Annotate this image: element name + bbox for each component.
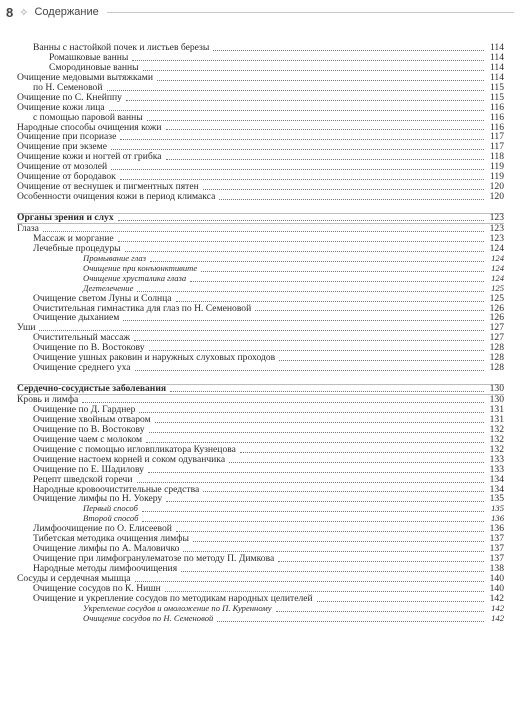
toc-entry-title: Очищение и укрепление сосудов по методикам народных целителей	[33, 592, 313, 604]
dot-leader	[317, 601, 484, 602]
toc-page-number: 125	[489, 292, 504, 304]
toc-entry[interactable]	[17, 363, 504, 373]
dot-leader	[139, 412, 484, 413]
toc-page-number: 137	[489, 543, 504, 555]
dot-leader	[125, 251, 484, 252]
toc-page-number: 142	[489, 592, 504, 604]
dot-leader	[278, 561, 484, 562]
toc-page-number: 120	[489, 191, 504, 203]
toc-page-number: 114	[489, 71, 504, 83]
dot-leader	[183, 551, 484, 552]
dot-leader	[135, 370, 484, 371]
toc-entry-title: Очищение хвойным отваром	[33, 413, 151, 425]
dot-leader	[279, 360, 484, 361]
dot-leader	[166, 501, 484, 502]
dot-leader	[176, 531, 484, 532]
toc-entry-title: Народные способы очищения кожи	[17, 121, 162, 133]
toc-page-number: 132	[489, 423, 504, 435]
toc-page-number: 140	[489, 572, 504, 584]
dot-leader	[82, 402, 484, 403]
toc-entry-title: Очищение по В. Востокову	[33, 423, 145, 435]
toc-page-number: 131	[489, 404, 504, 415]
dot-leader	[137, 291, 484, 292]
toc-entry-title: Очищение среднего уха	[33, 362, 131, 374]
toc-entry[interactable]	[17, 113, 504, 123]
toc-page-number: 127	[489, 322, 504, 334]
toc-page-number: 133	[489, 463, 504, 475]
toc-entry-title: Сосуды и сердечная мышца	[17, 572, 131, 584]
dot-leader	[165, 591, 484, 592]
toc-page-number: 132	[489, 433, 504, 445]
toc-page-number: 123	[489, 212, 504, 224]
toc-page-number: 140	[489, 582, 504, 594]
dot-leader	[118, 241, 484, 242]
toc-entry[interactable]	[17, 192, 504, 202]
toc-entry-title: Массаж и моргание	[33, 232, 114, 244]
toc-entry-title: Очищение хрусталика глаза	[83, 272, 187, 283]
toc-entry-title: Очистительная гимнастика для глаз по Н. Семеновой	[33, 302, 252, 314]
toc-entry-title: Уши	[17, 322, 36, 334]
section-spacer	[17, 373, 504, 383]
dot-leader	[39, 330, 484, 331]
ornament-icon: ✧	[19, 6, 29, 19]
toc-page-number: 134	[489, 483, 504, 495]
toc-page-number: 135	[491, 503, 504, 514]
toc-entry-title: Укрепление сосудов и омоложение по П. Куренному	[83, 602, 272, 613]
toc-page-number: 133	[489, 453, 504, 465]
toc-entry-title: Очищение от веснушек и пигментных пятен	[17, 181, 199, 193]
dot-leader	[123, 320, 484, 321]
section-spacer	[17, 202, 504, 212]
toc-page-number: 124	[489, 242, 504, 254]
toc-entry-title: Лечебные процедуры	[33, 242, 121, 254]
dot-leader	[134, 340, 484, 341]
dot-leader	[219, 199, 484, 200]
dot-leader	[107, 90, 485, 91]
dot-leader	[146, 442, 484, 443]
toc-page-number: 115	[489, 91, 504, 103]
toc-entry-title: Очищение при псориазе	[17, 131, 117, 143]
toc-page-number: 131	[489, 413, 504, 425]
toc-page-number: 134	[489, 473, 504, 485]
toc-page-number: 135	[489, 493, 504, 505]
dot-leader	[142, 511, 484, 512]
toc-page-number: 142	[491, 612, 504, 623]
dot-leader	[276, 611, 484, 612]
toc-entry-title: Очистительный массаж	[33, 332, 130, 344]
dot-leader	[229, 462, 484, 463]
page-header	[6, 4, 514, 20]
dot-leader	[43, 231, 484, 232]
toc-page-number: 117	[489, 141, 504, 153]
dot-leader	[143, 70, 484, 71]
dot-leader	[176, 301, 484, 302]
toc-entry-title: Очищение ушных раковин и наружных слуховых проходов	[33, 352, 276, 364]
toc-entry-title: Органы зрения и слух	[17, 212, 114, 224]
toc-entry-title: Очищение чаем с молоком	[33, 433, 143, 445]
toc-page-number: 117	[489, 131, 504, 143]
toc-entry-title: Ванны с настойкой почек и листьев березы	[33, 42, 210, 53]
toc-entry-title: Очищение сосудов по Н. Семеновой	[83, 612, 214, 623]
toc-entry-title: по Н. Семеновой	[33, 81, 103, 93]
dot-leader	[135, 581, 484, 582]
toc-page-number: 130	[489, 383, 504, 395]
toc-entry[interactable]	[17, 614, 504, 624]
toc-entry-title: Ромашковые ванны	[49, 51, 129, 63]
dot-leader	[149, 432, 484, 433]
toc-page-number: 115	[489, 81, 504, 93]
toc-page-number: 132	[489, 443, 504, 455]
toc-page-number: 137	[489, 533, 504, 545]
toc-entry-title: Очищение светом Луны и Солнца	[33, 292, 172, 304]
page-number: 8	[6, 4, 14, 20]
toc-entry-title: Смородиновые ванны	[49, 61, 139, 73]
toc-page-number: 128	[489, 352, 504, 364]
toc-entry-title: Очищение при лимфогранулематозе по методу П. Димкова	[33, 553, 275, 565]
toc-page-number: 120	[489, 181, 504, 193]
dot-leader	[111, 149, 484, 150]
toc-entry-title: Первый способ	[83, 503, 138, 514]
toc-page-number: 116	[489, 101, 504, 113]
dot-leader	[132, 60, 484, 61]
toc-entry-title: Очищение лимфы по Н. Уокеру	[33, 493, 163, 505]
toc-page-number: 128	[489, 342, 504, 354]
dot-leader	[118, 220, 484, 221]
toc-entry-title: Очищение от бородавок	[17, 171, 116, 183]
toc-entry-title: Очищение сосудов по К. Нишн	[33, 582, 161, 594]
dot-leader	[126, 100, 484, 101]
toc-entry-title: Очищение по Д. Гарднер	[33, 404, 136, 415]
toc-page-number: 126	[489, 312, 504, 324]
toc-page-number: 128	[489, 362, 504, 374]
toc-entry-title: Народные методы лимфоочищения	[33, 563, 178, 574]
toc-entry-title: Кровь и лимфа	[17, 394, 79, 406]
toc-section-heading[interactable]	[17, 213, 504, 224]
toc-page-number: 114	[489, 61, 504, 73]
toc-entry[interactable]	[17, 475, 504, 485]
toc-entry-title: Сердечно-сосудистые заболевания	[17, 383, 167, 395]
dot-leader	[190, 281, 484, 282]
toc-page-number: 138	[489, 563, 504, 574]
dot-leader	[166, 129, 484, 130]
dot-leader	[147, 120, 484, 121]
dot-leader	[142, 521, 484, 522]
toc-page-number: 124	[491, 252, 504, 263]
dot-leader	[201, 271, 484, 272]
toc-page-number: 114	[489, 42, 504, 53]
toc-entry-title: Очищение настоем корней и соком одуванчика	[33, 453, 226, 465]
toc-entry-title: Очищение с помощью игловпликатора Кузнецова	[33, 443, 236, 455]
toc-page-number: 130	[489, 394, 504, 406]
dot-leader	[217, 621, 484, 622]
toc-entry-title: Очищение дыханием	[33, 312, 120, 324]
dot-leader	[240, 452, 484, 453]
toc-section-heading[interactable]	[17, 384, 504, 395]
toc-entry-title: Второй способ	[83, 513, 139, 524]
toc-entry-title: Очищение кожи и ногтей от грибка	[17, 151, 162, 163]
toc-page-number: 137	[489, 553, 504, 565]
toc-entry-title: Очищение по С. Кнейппу	[17, 91, 122, 103]
toc-entry-title: Очищение от мозолей	[17, 161, 108, 173]
toc-entry-title: Лимфоочищение по О. Елисеевой	[33, 523, 172, 535]
toc-page-number: 136	[489, 523, 504, 535]
toc-page-number: 125	[491, 282, 504, 293]
toc-entry-title: Очищение кожи лица	[17, 101, 105, 113]
dot-leader	[150, 261, 484, 262]
toc-entry-title: с помощью паровой ванны	[33, 111, 143, 123]
toc-entry-title: Дегтелечение	[83, 282, 134, 293]
toc-page-number: 136	[491, 513, 504, 524]
toc-entry-title: Тибетская методика очищения лимфы	[33, 533, 189, 545]
dot-leader	[203, 491, 484, 492]
dot-leader	[203, 189, 484, 190]
toc-page-number: 124	[491, 272, 504, 283]
dot-leader	[155, 422, 484, 423]
toc-entry-title: Очищение при экземе	[17, 141, 107, 153]
header-rule	[107, 12, 514, 13]
toc-entry[interactable]	[17, 294, 504, 304]
dot-leader	[137, 482, 485, 483]
toc-page-number: 119	[489, 171, 504, 183]
dot-leader	[157, 80, 484, 81]
toc-page-number: 124	[491, 262, 504, 273]
toc-page-number: 127	[489, 332, 504, 344]
toc-page-number: 123	[489, 223, 504, 234]
toc-page-number: 114	[489, 51, 504, 63]
toc-entry-title: Очищение лимфы по А. Маловичко	[33, 543, 180, 555]
toc-entry-title: Народные кровоочистительные средства	[33, 483, 200, 495]
toc-entry-title: Особенности очищения кожи в период климакса	[17, 191, 216, 203]
toc-page-number: 116	[489, 121, 504, 133]
dot-leader	[109, 110, 484, 111]
toc-entry-title: Промывание глаз	[83, 252, 147, 263]
page-title: Содержание	[34, 6, 99, 18]
toc-page-number: 126	[489, 302, 504, 314]
table-of-contents	[17, 43, 504, 624]
dot-leader	[213, 50, 484, 51]
dot-leader	[120, 179, 484, 180]
toc-entry-title: Глаза	[17, 223, 39, 234]
dot-leader	[149, 350, 484, 351]
dot-leader	[148, 472, 484, 473]
toc-entry[interactable]	[17, 313, 504, 323]
toc-entry-title: Очищение по В. Востокову	[33, 342, 145, 354]
toc-entry-title: Очищение при конъюнктивите	[83, 262, 198, 273]
dot-leader	[120, 139, 484, 140]
toc-entry-title: Очищение по Е. Шадилову	[33, 463, 144, 475]
toc-page-number: 123	[489, 232, 504, 244]
dot-leader	[170, 391, 484, 392]
dot-leader	[181, 571, 484, 572]
toc-entry-title: Рецепт шведской горечи	[33, 473, 133, 485]
toc-entry-title: Очищение медовыми вытяжками	[17, 71, 153, 83]
toc-page-number: 116	[489, 111, 504, 123]
toc-page-number: 118	[489, 151, 504, 163]
toc-page-number: 142	[491, 602, 504, 613]
dot-leader	[255, 310, 484, 311]
dot-leader	[166, 159, 484, 160]
dot-leader	[193, 541, 484, 542]
dot-leader	[111, 169, 484, 170]
toc-page-number: 119	[489, 161, 504, 173]
